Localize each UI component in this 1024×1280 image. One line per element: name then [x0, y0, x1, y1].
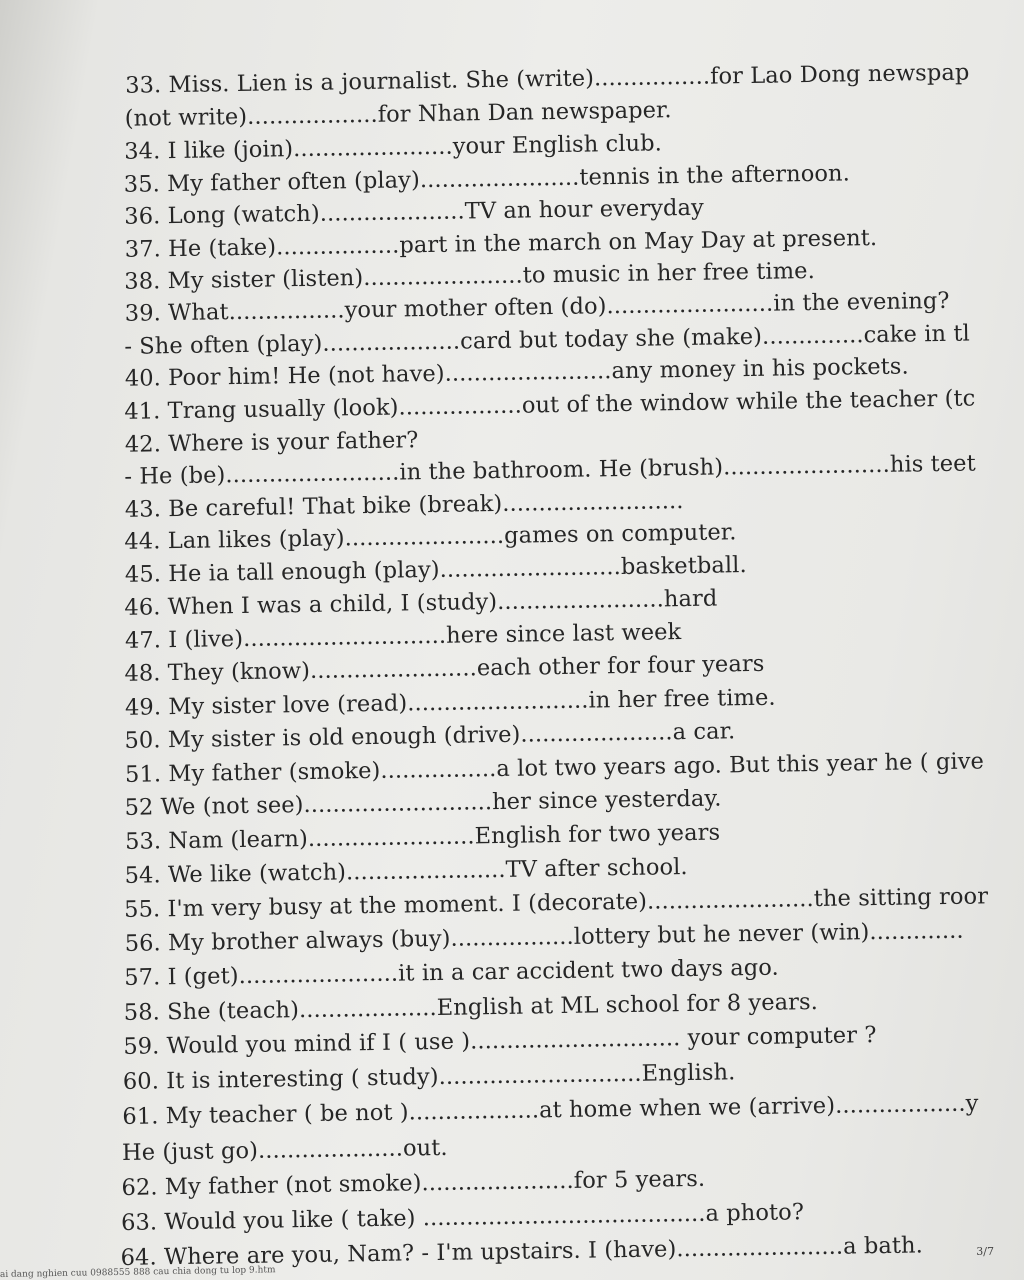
exercise-line-46: 46. When I was a child, I (study).......................hard — [124, 585, 718, 621]
exercise-line-51: 51. My father (smoke)................a lot two years ago. But this year he ( give — [124, 748, 985, 788]
exercise-line-41: 41. Trang usually (look).................out of the window while the teacher (tc — [124, 385, 976, 425]
exercise-line-62: 62. My father (not smoke).....................for 5 years. — [121, 1165, 706, 1201]
exercise-line-52: 52 We (not see)..........................her since yesterday. — [124, 785, 722, 821]
exercise-line-57: 57. I (get)......................it in a car accident two days ago. — [124, 954, 780, 991]
exercise-line-55: 55. I'm very busy at the moment. I (decorate).......................the sitting roor — [123, 883, 989, 923]
exercise-line-39: 39. What................your mother often (do).......................in the evening? — [124, 287, 950, 327]
exercise-line-33-cont: (not write)..................for Nhan Dan newspaper. — [124, 97, 672, 132]
exercise-line-58: 58. She (teach)...................English at ML school for 8 years. — [123, 988, 819, 1026]
exercise-line-42: 42. Where is your father? — [124, 427, 419, 458]
exercise-line-43: 43. Be careful! That bike (break)......................... — [124, 488, 684, 523]
exercise-line-38: 38. My sister (listen)......................to music in her free time. — [124, 257, 816, 295]
exercise-line-50: 50. My sister is old enough (drive).....................a car. — [124, 718, 736, 754]
exercise-line-42-cont: - He (be)........................in the bathroom. He (brush).......................his teet — [124, 450, 976, 490]
exercise-line-44: 44. Lan likes (play)......................games on computer. — [124, 519, 737, 555]
exercise-line-34: 34. I like (join)......................your English club. — [124, 130, 663, 165]
exercise-line-37: 37. He (take).................part in the march on May Day at present. — [124, 224, 878, 263]
exercise-line-56: 56. My brother always (buy).................lottery but he never (win)............. — [124, 917, 964, 957]
page-number: 3/7 — [976, 1245, 994, 1258]
exercise-line-60: 60. It is interesting ( study)............................English. — [122, 1059, 736, 1095]
exercise-line-59: 59. Would you mind if I ( use )............................. your computer ? — [123, 1022, 877, 1060]
exercise-line-53: 53. Nam (learn).......................English for two years — [124, 819, 721, 855]
exercise-line-63: 63. Would you like ( take) .......................................a photo? — [120, 1199, 805, 1236]
exercise-line-39-cont: - She often (play)...................card but today she (make)..............cake in tl — [124, 320, 970, 360]
exercise-line-54: 54. We like (watch)......................TV after school. — [124, 854, 688, 889]
footer-note: ai dang nghien cuu 0988555 888 cau chia dong tu lop 9.htm — [0, 1265, 276, 1280]
exercise-line-47: 47. I (live)............................here since last week — [124, 619, 682, 654]
exercise-line-35: 35. My father often (play)......................tennis in the afternoon. — [123, 160, 851, 198]
exercise-line-36: 36. Long (watch)....................TV an hour everyday — [124, 194, 705, 230]
exercise-line-45: 45. He ia tall enough (play).........................basketball. — [124, 552, 747, 588]
exercise-line-61-cont: He (just go)....................out. — [121, 1134, 448, 1166]
exercise-line-61: 61. My teacher ( be not )..................at home when we (arrive)..................y — [122, 1090, 979, 1130]
exercise-line-33: 33. Miss. Lien is a journalist. She (write)................for Lao Dong newspap — [125, 59, 970, 99]
exercise-line-48: 48. They (know).......................each other for four years — [124, 650, 765, 687]
exercise-line-49: 49. My sister love (read).........................in her free time. — [124, 684, 776, 721]
exercise-line-64: 64. Where are you, Nam? - I'm upstairs. I (have).......................a bath. — [120, 1232, 924, 1271]
exercise-line-40: 40. Poor him! He (not have).......................any money in his pockets. — [124, 353, 909, 392]
